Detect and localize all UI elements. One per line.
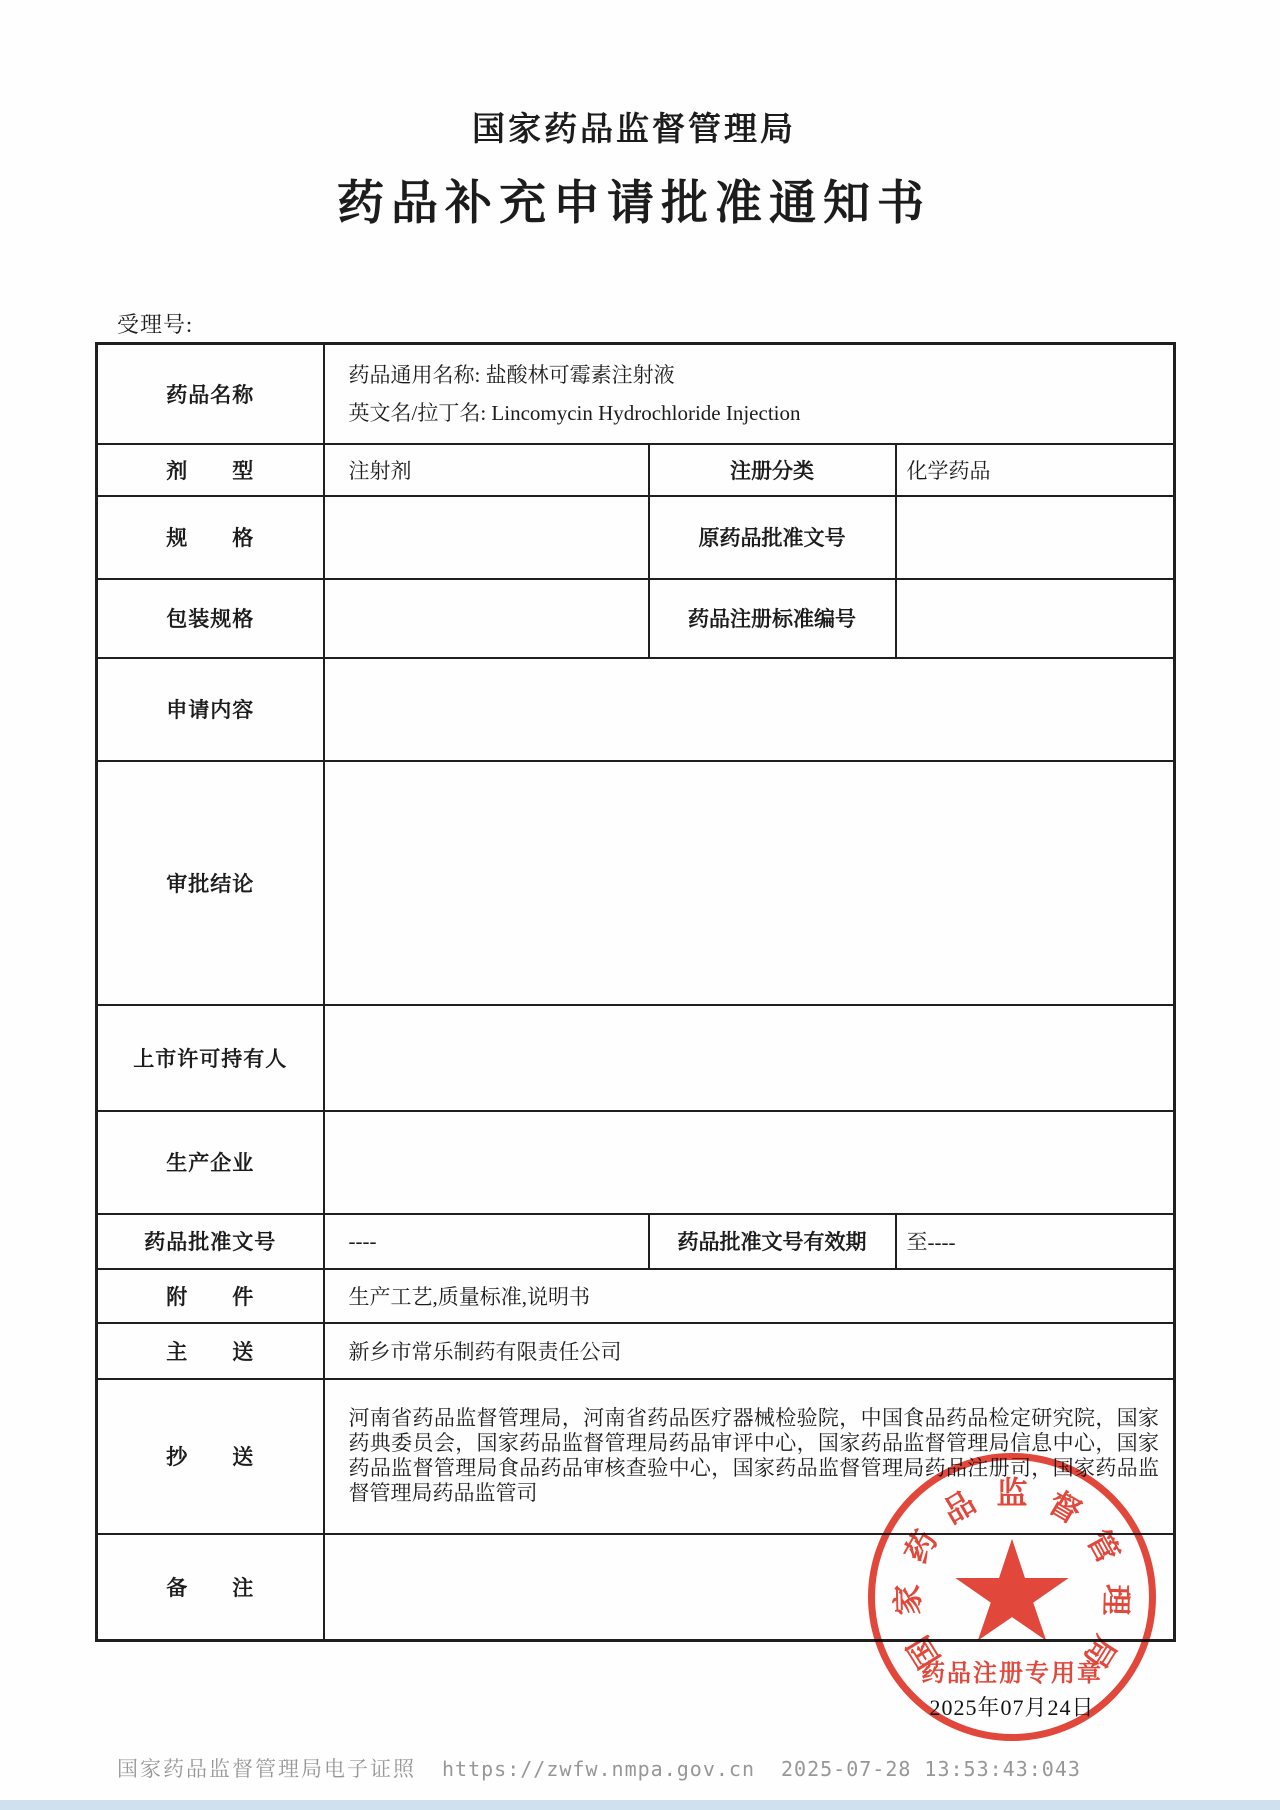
registration-standard-number-value: [896, 579, 1175, 658]
row-manufacturer: [97, 1111, 1175, 1214]
drug-name-cell: [324, 344, 1175, 444]
row-spec: [97, 496, 1175, 579]
cc-value: 河南省药品监督管理局，河南省药品医疗器械检验院，中国食品药品检定研究院，国家药典委员会，国家药品监督管理局药品审评中心，国家药品监督管理局信息中心，国家药品监督管理局食品药品审核查验中心，国家药品监督管理局药品注册司，国家药品监督管理局药品监管司: [348, 1406, 1159, 1505]
original-approval-number-label: 原药品批准文号: [649, 496, 896, 579]
package-spec-label: 包装规格: [97, 579, 324, 658]
row-package-spec: [97, 579, 1175, 658]
acceptance-number-label: 受理号:: [117, 312, 194, 337]
row-main-recipient: [97, 1323, 1175, 1379]
dosage-form-label: 剂 型: [97, 444, 324, 496]
remarks-value: [324, 1534, 1175, 1641]
application-content-label: 申请内容: [97, 658, 324, 761]
manufacturer-label: 生产企业: [97, 1111, 324, 1214]
drug-english-name: 英文名/拉丁名: Lincomycin Hydrochloride Injection: [348, 400, 801, 425]
scan-edge-strip: [0, 1800, 1280, 1810]
seal-ring-text: 国 家 药 品 监 督 管 理 局: [890, 1475, 1134, 1675]
seal-date: 2025年07月24日: [929, 1695, 1095, 1720]
drug-generic-name: 药品通用名称: 盐酸林可霉素注射液: [348, 362, 675, 387]
footer-url: https://zwfw.nmpa.gov.cn: [442, 1757, 755, 1781]
row-remarks: [97, 1534, 1175, 1641]
approval-number-validity-label: 药品批准文号有效期: [649, 1214, 896, 1269]
document-title: 药品补充申请批准通知书: [337, 178, 931, 230]
footer-issuer: 国家药品监督管理局电子证照: [117, 1757, 416, 1781]
main-recipient-value: 新乡市常乐制药有限责任公司: [324, 1323, 1175, 1379]
footer: [117, 1753, 1177, 1783]
cc-label: 抄 送: [97, 1379, 324, 1534]
seal-title: 药品注册专用章: [921, 1661, 1103, 1687]
approval-form-table: [95, 342, 1176, 1642]
spec-value: [324, 496, 649, 579]
row-approval-number: [97, 1214, 1175, 1269]
spec-label: 规 格: [97, 496, 324, 579]
registration-class-value: 化学药品: [896, 444, 1175, 496]
main-recipient-label: 主 送: [97, 1323, 324, 1379]
approval-number-value: ----: [324, 1214, 649, 1269]
row-application-content: [97, 658, 1175, 761]
agency-name: 国家药品监督管理局: [472, 112, 796, 148]
original-approval-number-value: [896, 496, 1175, 579]
attachments-value: 生产工艺,质量标准,说明书: [324, 1269, 1175, 1323]
row-approval-conclusion: [97, 761, 1175, 1005]
approval-number-label: 药品批准文号: [97, 1214, 324, 1269]
approval-number-validity-value: 至----: [896, 1214, 1175, 1269]
row-attachments: [97, 1269, 1175, 1323]
row-dosage-form: [97, 444, 1175, 496]
cc-cell: [324, 1379, 1175, 1534]
remarks-label: 备 注: [97, 1534, 324, 1641]
license-holder-value: [324, 1005, 1175, 1111]
registration-standard-number-label: 药品注册标准编号: [649, 579, 896, 658]
package-spec-value: [324, 579, 649, 658]
approval-conclusion-value: [324, 761, 1175, 1005]
attachments-label: 附 件: [97, 1269, 324, 1323]
license-holder-label: 上市许可持有人: [97, 1005, 324, 1111]
drug-name-label: 药品名称: [97, 344, 324, 444]
row-drug-name: [97, 344, 1175, 444]
manufacturer-value: [324, 1111, 1175, 1214]
row-license-holder: [97, 1005, 1175, 1111]
registration-class-label: 注册分类: [649, 444, 896, 496]
footer-timestamp: 2025-07-28 13:53:43:043: [780, 1757, 1081, 1781]
row-cc: [97, 1379, 1175, 1534]
application-content-value: [324, 658, 1175, 761]
approval-conclusion-label: 审批结论: [97, 761, 324, 1005]
dosage-form-value: 注射剂: [324, 444, 649, 496]
